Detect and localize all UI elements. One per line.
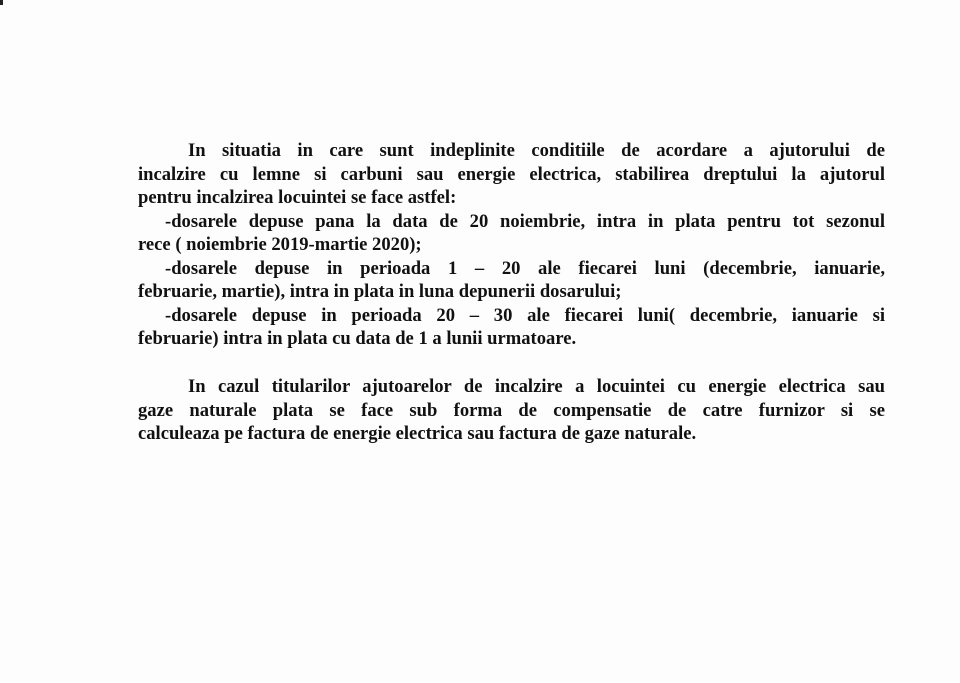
list-item-november	[138, 210, 885, 257]
compensation-paragraph	[138, 375, 885, 446]
scan-corner-mark	[0, 0, 3, 5]
intro-line-3: pentru incalzirea locuintei se face astfel:	[138, 187, 457, 208]
item-2-line-2: februarie, martie), intra in plata in luna depunerii dosarului;	[138, 281, 622, 302]
eligibility-section	[138, 139, 885, 351]
item-1-line-2: rece ( noiembrie 2019-martie 2020);	[138, 234, 422, 255]
intro-paragraph	[138, 139, 885, 210]
item-2-line-1: -dosarele depuse in perioada 1 – 20 ale fiecarei luni (decembrie, ianuarie,	[165, 257, 885, 279]
item-1-line-1: -dosarele depuse pana la data de 20 noiembrie, intra in plata pentru tot sezonul	[165, 210, 885, 232]
compensation-line-3: calculeaza pe factura de energie electrica sau factura de gaze naturale.	[138, 423, 697, 444]
list-item-period-1-20	[138, 257, 885, 304]
intro-line-2: incalzire cu lemne si carbuni sau energie electrica, stabilirea dreptului la ajutorul	[138, 163, 885, 185]
compensation-line-2: gaze naturale plata se face sub forma de compensatie de catre furnizor si se	[138, 399, 885, 421]
compensation-line-1: In cazul titularilor ajutoarelor de incalzire a locuintei cu energie electrica sau	[188, 376, 885, 397]
list-item-period-20-30	[138, 304, 885, 351]
item-3-line-1: -dosarele depuse in perioada 20 – 30 ale fiecarei luni( decembrie, ianuarie si	[165, 304, 885, 326]
item-3-line-2: februarie) intra in plata cu data de 1 a lunii urmatoare.	[138, 328, 577, 349]
intro-line-1: In situatia in care sunt indeplinite conditiile de acordare a ajutorului de	[188, 140, 885, 161]
